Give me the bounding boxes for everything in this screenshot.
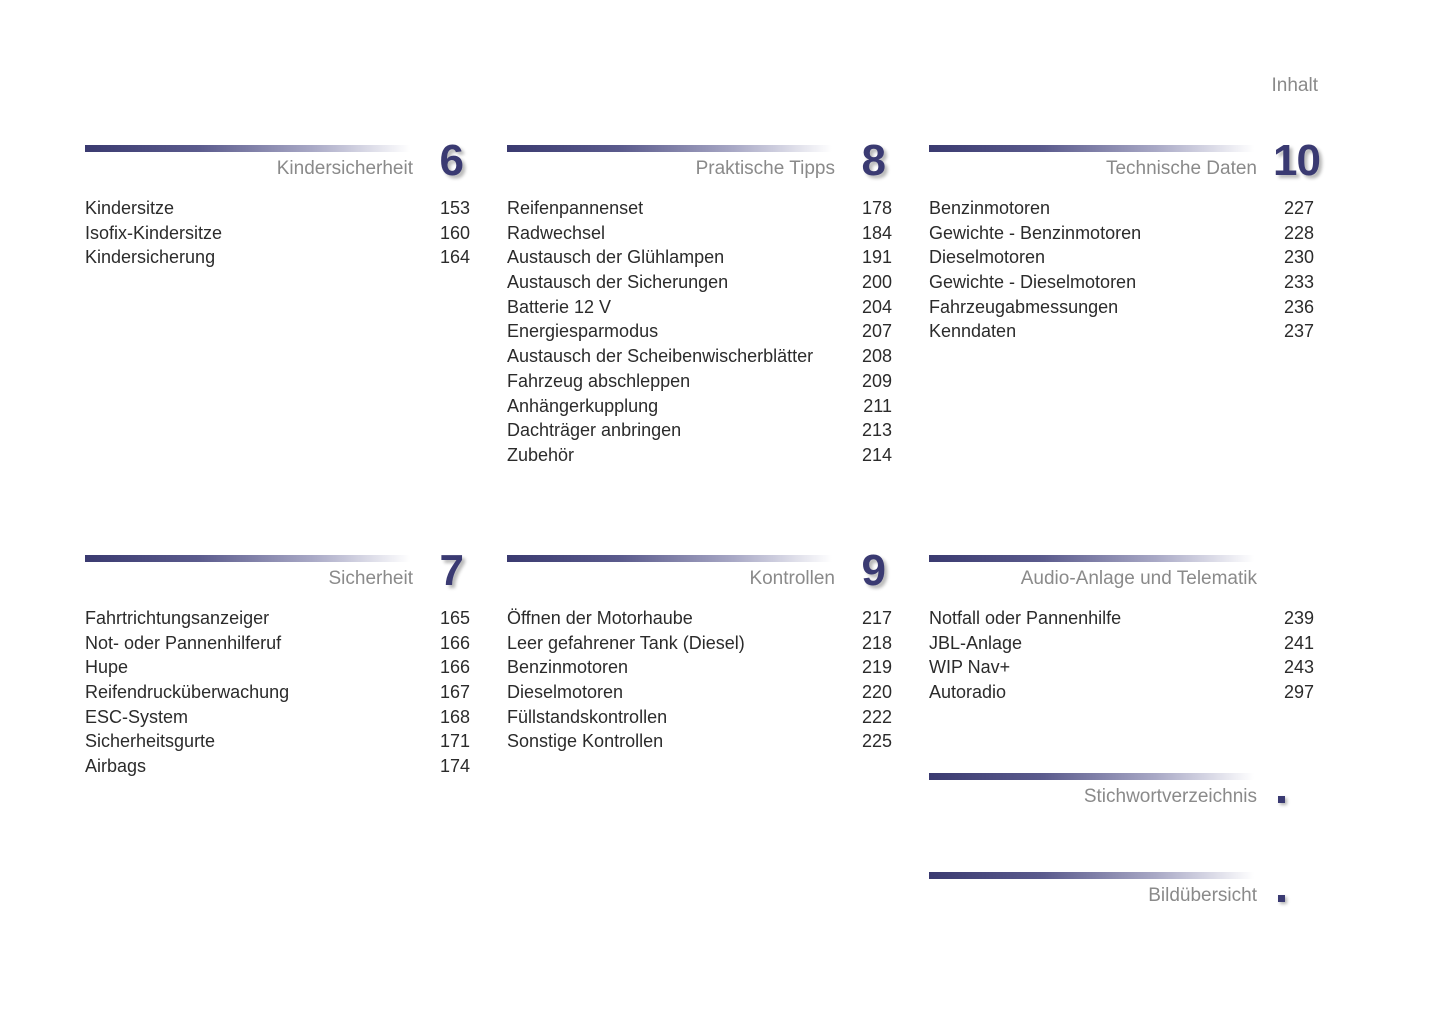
toc-entry[interactable] bbox=[507, 705, 892, 730]
toc-entry-page: 225 bbox=[861, 731, 892, 752]
section-title[interactable]: Stichwortverzeichnis bbox=[1083, 786, 1257, 807]
toc-entry-page: 214 bbox=[861, 444, 892, 465]
toc-entry-page: 204 bbox=[861, 296, 892, 317]
toc-entry-page: 228 bbox=[1283, 222, 1314, 243]
toc-entry[interactable] bbox=[929, 245, 1314, 270]
toc-entry-label: Austausch der Sicherungen bbox=[507, 272, 729, 293]
toc-entry-label: Hupe bbox=[85, 657, 129, 678]
toc-entry-label: Not- oder Pannenhilferuf bbox=[85, 632, 282, 653]
section-header-bar bbox=[85, 145, 410, 152]
toc-entry-page: 213 bbox=[861, 420, 892, 441]
toc-entry[interactable] bbox=[507, 221, 892, 246]
toc-entry-page: 209 bbox=[861, 370, 892, 391]
toc-entry-page: 222 bbox=[861, 706, 892, 727]
toc-entry[interactable] bbox=[85, 754, 470, 779]
toc-entry-label: Fahrzeug abschleppen bbox=[507, 370, 691, 391]
toc-entry-label: Zubehör bbox=[507, 444, 575, 465]
toc-entry[interactable] bbox=[507, 680, 892, 705]
toc-entry-page: 233 bbox=[1283, 272, 1314, 293]
toc-entry-page: 174 bbox=[439, 756, 470, 777]
toc-entry-page: 166 bbox=[439, 657, 470, 678]
toc-entry-page: 171 bbox=[439, 731, 470, 752]
toc-entry-page: 191 bbox=[861, 247, 892, 268]
toc-entry[interactable] bbox=[85, 221, 470, 246]
toc-entry[interactable] bbox=[507, 606, 892, 631]
toc-entry-page: 237 bbox=[1283, 321, 1314, 342]
toc-entry[interactable] bbox=[85, 729, 470, 754]
toc-entry-label: Sonstige Kontrollen bbox=[507, 731, 664, 752]
toc-entry[interactable] bbox=[85, 606, 470, 631]
section-header-bar bbox=[85, 555, 410, 562]
section-number: 7 bbox=[439, 546, 463, 595]
section-header-bar bbox=[929, 555, 1254, 562]
section-title[interactable]: Technische Daten bbox=[1105, 158, 1257, 179]
toc-entry[interactable] bbox=[85, 680, 470, 705]
toc-list bbox=[929, 606, 1314, 705]
toc-entry-page: 184 bbox=[861, 222, 892, 243]
toc-entry-label: Dieselmotoren bbox=[929, 247, 1046, 268]
page-header-label: Inhalt bbox=[1271, 75, 1318, 96]
section-header-bar bbox=[929, 145, 1254, 152]
toc-entry[interactable] bbox=[929, 655, 1314, 680]
toc-entry-label: Batterie 12 V bbox=[507, 296, 612, 317]
toc-entry-page: 236 bbox=[1283, 296, 1314, 317]
toc-entry-page: 297 bbox=[1283, 682, 1314, 703]
toc-entry-label: Reifenpannenset bbox=[507, 198, 644, 218]
toc-entry-page: 178 bbox=[861, 198, 892, 218]
section-number: 10 bbox=[1273, 136, 1320, 185]
toc-entry[interactable] bbox=[929, 631, 1314, 656]
section-title[interactable]: Audio-Anlage und Telematik bbox=[1020, 568, 1257, 589]
toc-entry[interactable] bbox=[507, 369, 892, 394]
toc-entry[interactable] bbox=[507, 655, 892, 680]
toc-entry-label: Radwechsel bbox=[507, 222, 606, 243]
toc-list bbox=[929, 196, 1314, 344]
toc-entry-label: Dachträger anbringen bbox=[507, 420, 682, 441]
toc-entry-label: Airbags bbox=[85, 756, 147, 777]
section-title[interactable]: Bildübersicht bbox=[1148, 885, 1257, 906]
toc-entry-page: 207 bbox=[861, 321, 892, 342]
toc-entry-page: 218 bbox=[861, 632, 892, 653]
toc-entry-label: WIP Nav+ bbox=[929, 657, 1011, 678]
section-number: 8 bbox=[861, 136, 885, 185]
section-header-bar bbox=[507, 555, 832, 562]
toc-entry[interactable] bbox=[929, 270, 1314, 295]
toc-entry-page: 166 bbox=[439, 632, 470, 653]
section-header-bar bbox=[507, 145, 832, 152]
toc-entry-label: Austausch der Glühlampen bbox=[507, 247, 725, 268]
toc-entry-label: Energiesparmodus bbox=[507, 321, 659, 342]
toc-entry-page: 220 bbox=[861, 682, 892, 703]
toc-entry-page: 200 bbox=[861, 272, 892, 293]
toc-entry[interactable] bbox=[507, 270, 892, 295]
toc-entry[interactable] bbox=[929, 221, 1314, 246]
section-number: 9 bbox=[861, 546, 885, 595]
toc-entry[interactable] bbox=[85, 245, 470, 270]
toc-entry-label: Benzinmotoren bbox=[929, 198, 1051, 218]
toc-entry-label: Sicherheitsgurte bbox=[85, 731, 216, 752]
toc-entry[interactable] bbox=[507, 418, 892, 443]
toc-entry-page: 165 bbox=[439, 608, 470, 628]
toc-entry-label: Fahrzeugabmessungen bbox=[929, 296, 1119, 317]
toc-entry-page: 243 bbox=[1283, 657, 1314, 678]
toc-entry[interactable] bbox=[85, 705, 470, 730]
toc-entry-page: 153 bbox=[439, 198, 470, 218]
section-title[interactable]: Kindersicherheit bbox=[276, 158, 413, 179]
section-title[interactable]: Sicherheit bbox=[328, 568, 413, 589]
toc-entry-page: 168 bbox=[439, 706, 470, 727]
toc-entry-label: Leer gefahrener Tank (Diesel) bbox=[507, 632, 745, 653]
toc-entry[interactable] bbox=[507, 196, 892, 221]
toc-entry-page: 208 bbox=[861, 346, 892, 367]
toc-entry-page: 164 bbox=[439, 247, 470, 268]
toc-entry-label: Reifendrucküberwachung bbox=[85, 682, 290, 703]
section-number: 6 bbox=[439, 136, 463, 185]
toc-entry[interactable] bbox=[507, 344, 892, 369]
toc-entry-label: Fahrtrichtungsanzeiger bbox=[85, 608, 270, 628]
toc-entry-page: 230 bbox=[1283, 247, 1314, 268]
toc-entry[interactable] bbox=[507, 443, 892, 468]
toc-entry[interactable] bbox=[507, 319, 892, 344]
toc-entry-label: ESC-System bbox=[85, 706, 189, 727]
toc-entry-page: 239 bbox=[1283, 608, 1314, 628]
toc-entry-page: 217 bbox=[861, 608, 892, 628]
toc-entry-label: Isofix-Kindersitze bbox=[85, 222, 223, 243]
toc-entry-page: 241 bbox=[1283, 632, 1314, 653]
toc-entry[interactable] bbox=[929, 295, 1314, 320]
toc-list bbox=[507, 196, 892, 468]
toc-entry-label: Kenndaten bbox=[929, 321, 1017, 342]
toc-entry-label: Gewichte - Dieselmotoren bbox=[929, 272, 1137, 293]
toc-entry-label: Kindersitze bbox=[85, 198, 175, 218]
section-marker-icon bbox=[1278, 895, 1285, 902]
toc-entry-page: 219 bbox=[861, 657, 892, 678]
toc-entry-page: 211 bbox=[863, 395, 892, 416]
section-title[interactable]: Kontrollen bbox=[749, 568, 835, 589]
toc-list bbox=[85, 196, 470, 270]
toc-entry[interactable] bbox=[507, 729, 892, 754]
toc-entry-label: JBL-Anlage bbox=[929, 632, 1023, 653]
toc-entry-label: Dieselmotoren bbox=[507, 682, 624, 703]
section-header-bar bbox=[929, 773, 1254, 780]
toc-entry-label: Notfall oder Pannenhilfe bbox=[929, 608, 1122, 628]
toc-entry-label: Kindersicherung bbox=[85, 247, 216, 268]
toc-entry[interactable] bbox=[507, 631, 892, 656]
toc-entry[interactable] bbox=[85, 655, 470, 680]
toc-entry-page: 227 bbox=[1283, 198, 1314, 218]
toc-entry[interactable] bbox=[507, 295, 892, 320]
toc-entry-label: Gewichte - Benzinmotoren bbox=[929, 222, 1142, 243]
toc-entry[interactable] bbox=[85, 196, 470, 221]
toc-list bbox=[507, 606, 892, 754]
toc-list bbox=[85, 606, 470, 779]
toc-entry-label: Austausch der Scheibenwischerblätter bbox=[507, 346, 814, 367]
toc-entry[interactable] bbox=[929, 319, 1314, 344]
toc-entry-label: Öffnen der Motorhaube bbox=[507, 608, 693, 628]
section-title[interactable]: Praktische Tipps bbox=[695, 158, 835, 179]
toc-entry[interactable] bbox=[929, 680, 1314, 705]
toc-entry-label: Anhängerkupplung bbox=[507, 395, 659, 416]
toc-entry[interactable] bbox=[85, 631, 470, 656]
toc-entry[interactable] bbox=[929, 196, 1314, 221]
toc-entry-label: Benzinmotoren bbox=[507, 657, 629, 678]
toc-entry-label: Füllstandskontrollen bbox=[507, 706, 668, 727]
toc-entry-page: 167 bbox=[439, 682, 470, 703]
toc-entry[interactable] bbox=[929, 606, 1314, 631]
toc-entry[interactable] bbox=[507, 245, 892, 270]
section-marker-icon bbox=[1278, 796, 1285, 803]
toc-entry[interactable] bbox=[507, 394, 892, 419]
toc-entry-page: 160 bbox=[439, 222, 470, 243]
section-header-bar bbox=[929, 872, 1254, 879]
toc-entry-label: Autoradio bbox=[929, 682, 1007, 703]
